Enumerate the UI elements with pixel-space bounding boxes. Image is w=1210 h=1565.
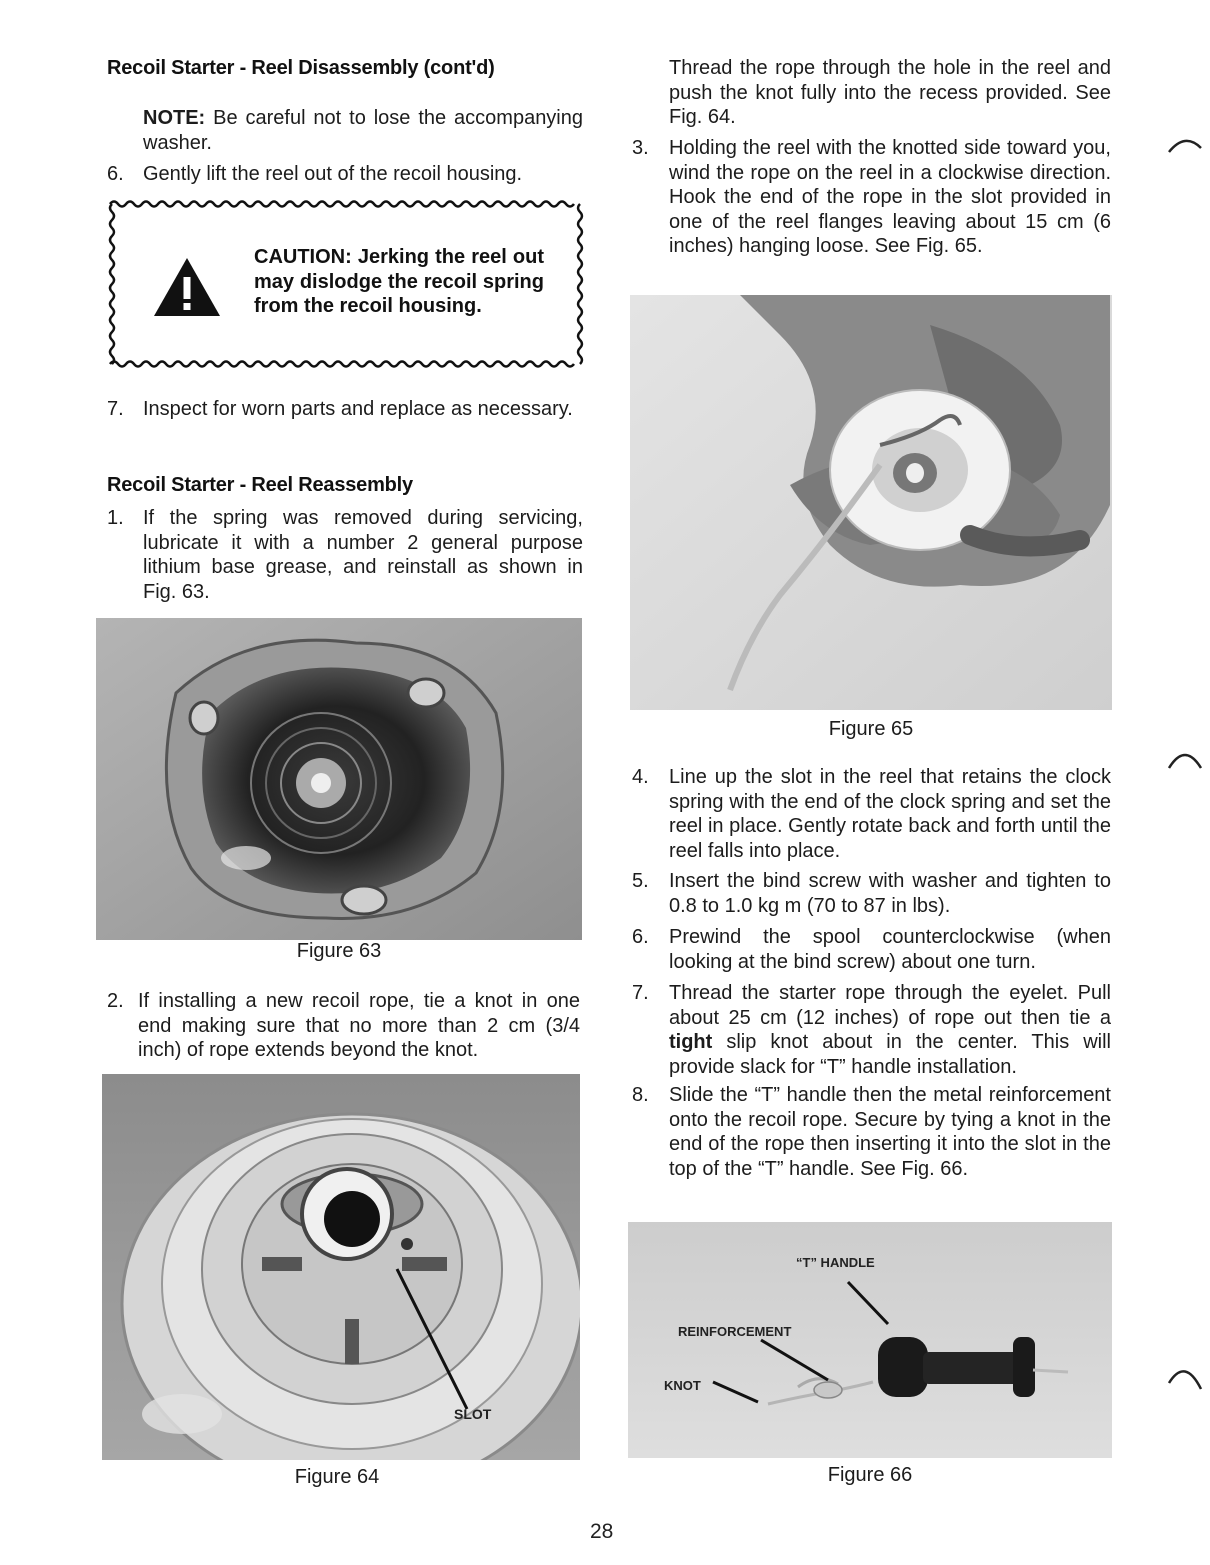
- step-number: 8.: [632, 1084, 649, 1106]
- step-2-continued-text: Thread the rope through the hole in the reel and push the knot fully into the recess provided. See Fig. 64.: [669, 57, 1111, 128]
- figure-64-caption: Figure 64: [294, 1466, 380, 1488]
- margin-mark-decoration: [1165, 740, 1205, 780]
- slot-label: SLOT: [454, 1406, 492, 1422]
- figure-63-caption: Figure 63: [296, 940, 382, 962]
- section-heading-reassembly: Recoil Starter - Reel Reassembly: [107, 474, 413, 496]
- warning-triangle-icon: [152, 255, 222, 319]
- margin-mark-decoration: [1165, 1355, 1205, 1395]
- step-7-text-bold: tight: [669, 1031, 713, 1053]
- step-text: Inspect for worn parts and replace as necessary.: [143, 398, 573, 420]
- margin-mark-decoration: [1165, 130, 1205, 160]
- step-number: 7.: [632, 982, 649, 1004]
- t-handle-label: “T” HANDLE: [796, 1255, 875, 1270]
- step-7-text-after: slip knot about in the center. This will provide slack for “T” handle installation.: [669, 1031, 1111, 1078]
- step-text: If installing a new recoil rope, tie a knot in one end making sure that no more than 2 cm (3/4 inch) of rope extends beyond the knot.: [138, 990, 580, 1061]
- step-number: 3.: [632, 137, 649, 159]
- reinforcement-label: REINFORCEMENT: [678, 1324, 792, 1339]
- figure-64-photo: [102, 1074, 580, 1460]
- step-number: 2.: [107, 990, 124, 1012]
- step-number: 5.: [632, 870, 649, 892]
- section-heading-disassembly: Recoil Starter - Reel Disassembly (cont'd): [107, 57, 495, 79]
- step-text: Insert the bind screw with washer and tighten to 0.8 to 1.0 kg m (70 to 87 in lbs).: [669, 870, 1111, 917]
- step-number: 6.: [107, 163, 124, 185]
- step-text: Gently lift the reel out of the recoil housing.: [143, 163, 523, 185]
- step-number: 7.: [107, 398, 124, 420]
- figure-63-photo: [96, 618, 582, 940]
- knot-label: KNOT: [664, 1378, 701, 1393]
- figure-65-caption: Figure 65: [828, 718, 914, 740]
- page-number: 28: [590, 1520, 614, 1543]
- step-text: Prewind the spool counterclockwise (when looking at the bind screw) about one turn.: [669, 926, 1111, 973]
- figure-66-caption: Figure 66: [827, 1464, 913, 1486]
- figure-66-photo: [628, 1222, 1112, 1458]
- caution-text: CAUTION: Jerking the reel out may dislodge the recoil spring from the recoil housing.: [254, 246, 544, 317]
- step-number: 1.: [107, 507, 124, 529]
- step-text: Holding the reel with the knotted side toward you, wind the rope on the reel in a clockwise direction. Hook the end of the rope in the slot provided in one of the reel flanges leaving about 15 cm (6 inches) hanging loose. See Fig. 65.: [669, 137, 1111, 257]
- step-text: [669, 981, 1111, 1079]
- step-text: Line up the slot in the reel that retains the clock spring with the end of the clock spring and set the reel in place. Gently rotate back and forth until the reel falls into place.: [669, 766, 1111, 862]
- step-7-text-before: Thread the starter rope through the eyelet. Pull about 25 cm (12 inches) of rope out then tie a: [669, 982, 1111, 1029]
- step-number: 4.: [632, 766, 649, 788]
- step-text: Slide the “T” handle then the metal reinforcement onto the recoil rope. Secure by tying a knot in the end of the rope then inserting it into the slot in the top of the “T” handle. See Fig. 66.: [669, 1084, 1111, 1180]
- note-text: Be careful not to lose the accompanying washer.: [143, 107, 583, 154]
- note-paragraph: [143, 106, 583, 155]
- step-number: 6.: [632, 926, 649, 948]
- figure-65-photo: [630, 295, 1112, 710]
- note-label: NOTE:: [143, 107, 206, 129]
- step-text: If the spring was removed during servicing, lubricate it with a number 2 general purpose lithium base grease, and reinstall as shown in Fig. 63.: [143, 507, 583, 603]
